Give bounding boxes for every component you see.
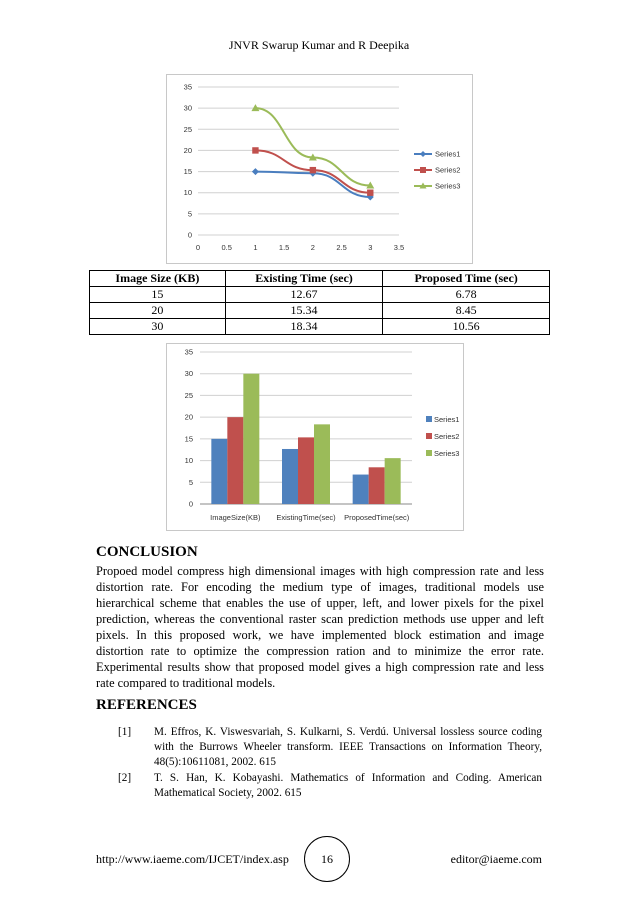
x-category-label: ProposedTime(sec) xyxy=(344,513,410,522)
legend-swatch xyxy=(426,416,432,422)
data-point xyxy=(310,167,316,173)
page-number: 16 xyxy=(304,836,350,882)
legend-label: Series2 xyxy=(435,165,461,175)
y-tick-label: 20 xyxy=(183,145,192,155)
line-chart-svg xyxy=(167,75,472,263)
table-cell: 30 xyxy=(90,319,226,335)
table-header-cell: Image Size (KB) xyxy=(90,271,226,287)
x-category-label: ExistingTime(sec) xyxy=(276,513,336,522)
bar xyxy=(298,437,314,504)
page-header: JNVR Swarup Kumar and R Deepika xyxy=(228,38,410,52)
table-row xyxy=(90,319,550,335)
legend-marker xyxy=(420,167,426,173)
y-tick-label: 30 xyxy=(183,103,192,113)
bar xyxy=(385,458,401,504)
bar xyxy=(243,374,259,504)
y-tick-label: 20 xyxy=(184,412,193,422)
reference-text: T. S. Han, K. Kobayashi. Mathematics of Information and Coding. American Mathematical Society, 2002. 615 xyxy=(154,772,542,799)
reference-number: [2] xyxy=(118,772,132,784)
bar-chart xyxy=(166,343,464,531)
y-tick-label: 10 xyxy=(183,188,192,198)
bar xyxy=(314,424,330,504)
conclusion-heading: CONCLUSION xyxy=(96,544,198,560)
table-header-cell: Proposed Time (sec) xyxy=(383,271,550,287)
legend-label: Series2 xyxy=(434,432,460,441)
bar xyxy=(282,449,298,504)
y-tick-label: 30 xyxy=(184,369,193,379)
table-cell: 15.34 xyxy=(225,303,382,319)
table-row xyxy=(90,287,550,303)
y-tick-label: 5 xyxy=(188,477,193,487)
references-heading: REFERENCES xyxy=(96,697,197,713)
x-tick-label: 0 xyxy=(195,243,201,252)
table-cell: 6.78 xyxy=(383,287,550,303)
y-tick-label: 35 xyxy=(183,82,192,92)
x-tick-label: 3 xyxy=(368,243,373,252)
y-tick-label: 15 xyxy=(184,434,193,444)
legend-label: Series3 xyxy=(434,449,460,458)
y-tick-label: 35 xyxy=(184,347,193,357)
table-header-row xyxy=(90,271,550,287)
legend-label: Series1 xyxy=(435,149,461,159)
legend-swatch xyxy=(426,433,432,439)
reference-number: [1] xyxy=(118,726,132,738)
footer-email-link[interactable]: editor@iaeme.com xyxy=(450,852,542,866)
x-tick-label: 2.5 xyxy=(336,243,347,252)
results-table xyxy=(89,270,550,335)
bar-chart-svg xyxy=(167,344,463,530)
table-cell: 12.67 xyxy=(225,287,382,303)
footer-url-link[interactable]: http://www.iaeme.com/IJCET/index.asp xyxy=(96,852,289,866)
legend-swatch xyxy=(426,450,432,456)
legend-label: Series3 xyxy=(435,181,461,191)
y-tick-label: 0 xyxy=(188,499,193,509)
table-cell: 8.45 xyxy=(383,303,550,319)
table-cell: 20 xyxy=(90,303,226,319)
legend-label: Series1 xyxy=(434,415,460,424)
bar xyxy=(227,417,243,504)
table-cell: 18.34 xyxy=(225,319,382,335)
y-tick-label: 0 xyxy=(187,230,192,240)
x-tick-label: 1 xyxy=(253,243,258,252)
table-header-cell: Existing Time (sec) xyxy=(225,271,382,287)
table-cell: 10.56 xyxy=(383,319,550,335)
bar xyxy=(369,467,385,504)
table-row xyxy=(90,303,550,319)
conclusion-text: Propoed model compress high dimensional images with high compression rate and less distortion rate. For encoding the medium type of images, traditional models use hierarchical scheme that enables the use of upper, left, and lower pixels for the pixel prediction, whereas the conventional raster scan prediction methods use upper and left pixels. In this proposed work, we have implemented block estimation and image distortion rate to optimize the compression ration and to minimize the error rate. Experimental results show that proposed model gives a high compression rate and less rate compared to traditional models. xyxy=(96,564,544,690)
x-tick-label: 1.5 xyxy=(278,243,290,252)
bar xyxy=(211,439,227,504)
x-category-label: ImageSize(KB) xyxy=(210,513,261,522)
y-tick-label: 25 xyxy=(184,390,193,400)
y-tick-label: 10 xyxy=(184,456,193,466)
x-tick-label: 2 xyxy=(310,243,315,252)
data-point xyxy=(252,168,259,175)
line-chart xyxy=(166,74,473,264)
legend-marker xyxy=(420,151,426,157)
data-point xyxy=(367,190,373,196)
data-point xyxy=(252,147,258,153)
y-tick-label: 15 xyxy=(183,167,192,177)
x-tick-label: 0.5 xyxy=(221,243,232,252)
y-tick-label: 5 xyxy=(187,209,192,219)
reference-text: M. Effros, K. Viswesvariah, S. Kulkarni, S. Verdú. Universal lossless source coding with the Burrows Wheeler transform. IEEE Transactions on Information Theory, 48(5):10611081, 2002. 615 xyxy=(154,726,542,768)
table-cell: 15 xyxy=(90,287,226,303)
x-tick-label: 3.5 xyxy=(393,243,405,252)
bar xyxy=(353,475,369,504)
y-tick-label: 25 xyxy=(183,124,192,134)
